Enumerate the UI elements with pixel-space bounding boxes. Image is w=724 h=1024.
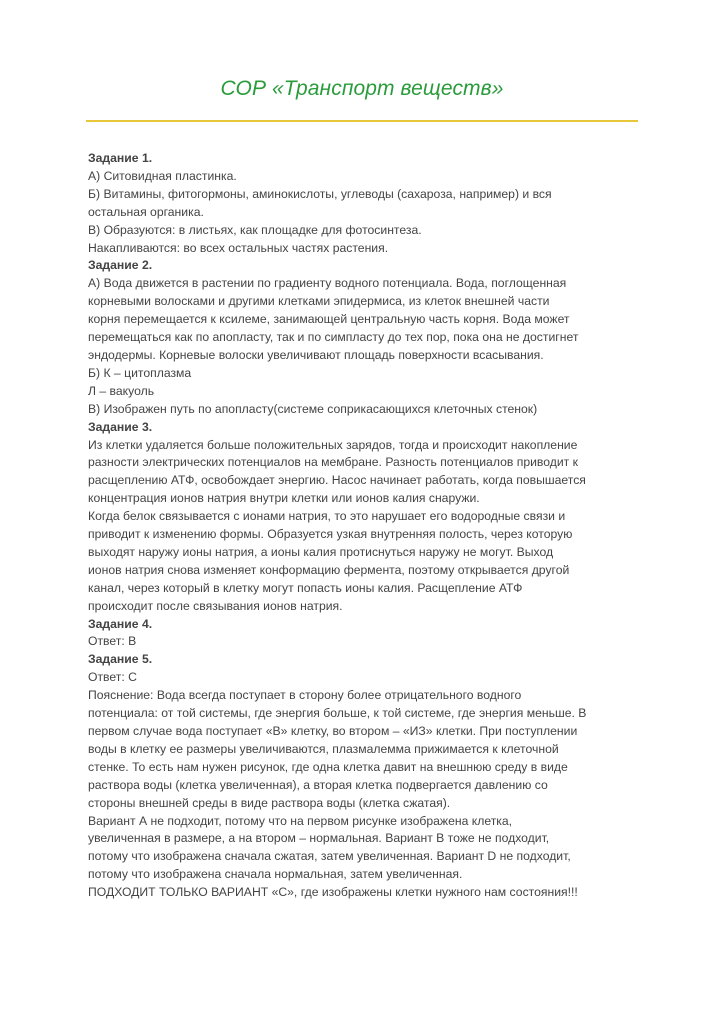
task-3-line: ионов натрия снова изменяет конформацию фермента, поэтому открывается другой <box>88 562 570 577</box>
task-5-line: раствора воды (клетка увеличенная), а вторая клетка подвергается давлению со <box>88 777 548 792</box>
task-5-line: стороны внешней среды в виде раствора воды (клетка сжатая). <box>88 795 451 810</box>
task-2-heading: Задание 2. <box>88 258 153 273</box>
task-5-line: воды в клетку ее размеры увеличиваются, плазмалемма прижимается к клеточной <box>88 741 559 756</box>
task-3-line: концентрация ионов натрия внутри клетки или ионов калия снаружи. <box>88 491 480 506</box>
task-5-line: увеличенная в размере, а на втором – нормальная. Вариант В тоже не подходит, <box>88 831 550 846</box>
task-3-line: канал, через который в клетку могут попасть ионы калия. Расщепление АТФ <box>88 580 523 595</box>
task-5-heading: Задание 5. <box>88 652 153 667</box>
task-5-conclusion: ПОДХОДИТ ТОЛЬКО ВАРИАНТ «С», где изображены клетки нужного нам состояния!!! <box>88 885 578 900</box>
task-2-line: В) Изображен путь по апопласту(системе соприкасающихся клеточных стенок) <box>88 401 538 416</box>
task-5-line: стенке. То есть нам нужен рисунок, где одна клетка давит на внешнюю среду в виде <box>88 759 568 774</box>
task-1-section <box>88 150 640 257</box>
task-3-line: происходит после связывания ионов натрия. <box>88 598 343 613</box>
task-3-section <box>88 419 640 616</box>
task-1-line: Накапливаются: во всех остальных частях растения. <box>88 240 389 255</box>
task-5-line: потому что изображена сначала сжатая, затем увеличенная. Вариант D не подходит, <box>88 849 571 864</box>
task-3-line: приводит к изменению формы. Образуется узкая внутренняя полость, через которую <box>88 527 573 542</box>
task-5-line: потенциала: от той системы, где энергия больше, к той системе, где энергия меньше. В <box>88 706 587 721</box>
task-4-answer: Ответ: В <box>88 634 137 649</box>
task-2-line: эндодермы. Корневые волоски увеличивают площадь поверхности всасывания. <box>88 347 544 362</box>
task-1-line: Б) Витамины, фитогормоны, аминокислоты, углеводы (сахароза, например) и вся <box>88 186 552 201</box>
task-5-line: потому что изображена сначала нормальная, затем увеличенная. <box>88 867 463 882</box>
task-5-line: Пояснение: Вода всегда поступает в сторону более отрицательного водного <box>88 688 522 703</box>
task-3-line: выходят наружу ионы натрия, а ионы калия протиснуться наружу не могут. Выход <box>88 544 554 559</box>
task-5-section <box>88 651 640 902</box>
task-2-line: А) Вода движется в растении по градиенту водного потенциала. Вода, поглощенная <box>88 276 567 291</box>
task-1-heading: Задание 1. <box>88 151 153 165</box>
task-3-line: Когда белок связывается с ионами натрия, то это нарушает его водородные связи и <box>88 509 566 524</box>
task-1-line: В) Образуются: в листьях, как площадке для фотосинтеза. <box>88 222 422 237</box>
document-title: СОР «Транспорт веществ» <box>220 77 504 100</box>
task-3-heading: Задание 3. <box>88 419 153 434</box>
task-2-line: Л – вакуоль <box>88 383 155 398</box>
document-body <box>88 150 640 902</box>
task-4-section <box>88 616 640 652</box>
task-1-line: остальная органика. <box>88 204 204 219</box>
title-divider <box>86 120 638 122</box>
task-5-line: первом случае вода поступает «В» клетку, во втором – «ИЗ» клетки. При поступлении <box>88 724 578 738</box>
task-2-line: корня перемещается к ксилеме, занимающей центральную часть корня. Вода может <box>88 312 570 327</box>
task-2-section <box>88 257 640 418</box>
task-3-line: разности электрических потенциалов на мембране. Разность потенциалов приводит к <box>88 455 578 470</box>
task-1-line: А) Ситовидная пластинка. <box>88 168 237 183</box>
task-2-line: Б) К – цитоплазма <box>88 365 192 380</box>
task-2-line: перемещаться как по апопласту, так и по симпласту до тех пор, пока она не достигнет <box>88 330 579 345</box>
task-5-line: Вариант А не подходит, потому что на первом рисунке изображена клетка, <box>88 813 513 828</box>
task-5-answer: Ответ: С <box>88 670 137 685</box>
task-3-line: Из клетки удаляется больше положительных зарядов, тогда и происходит накопление <box>88 437 578 452</box>
task-4-heading: Задание 4. <box>88 616 153 631</box>
task-2-line: корневыми волосками и другими клетками эпидермиса, из клеток внешней части <box>88 294 550 309</box>
task-3-line: расщеплению АТФ, освобождает энергию. Насос начинает работать, когда повышается <box>88 473 586 488</box>
